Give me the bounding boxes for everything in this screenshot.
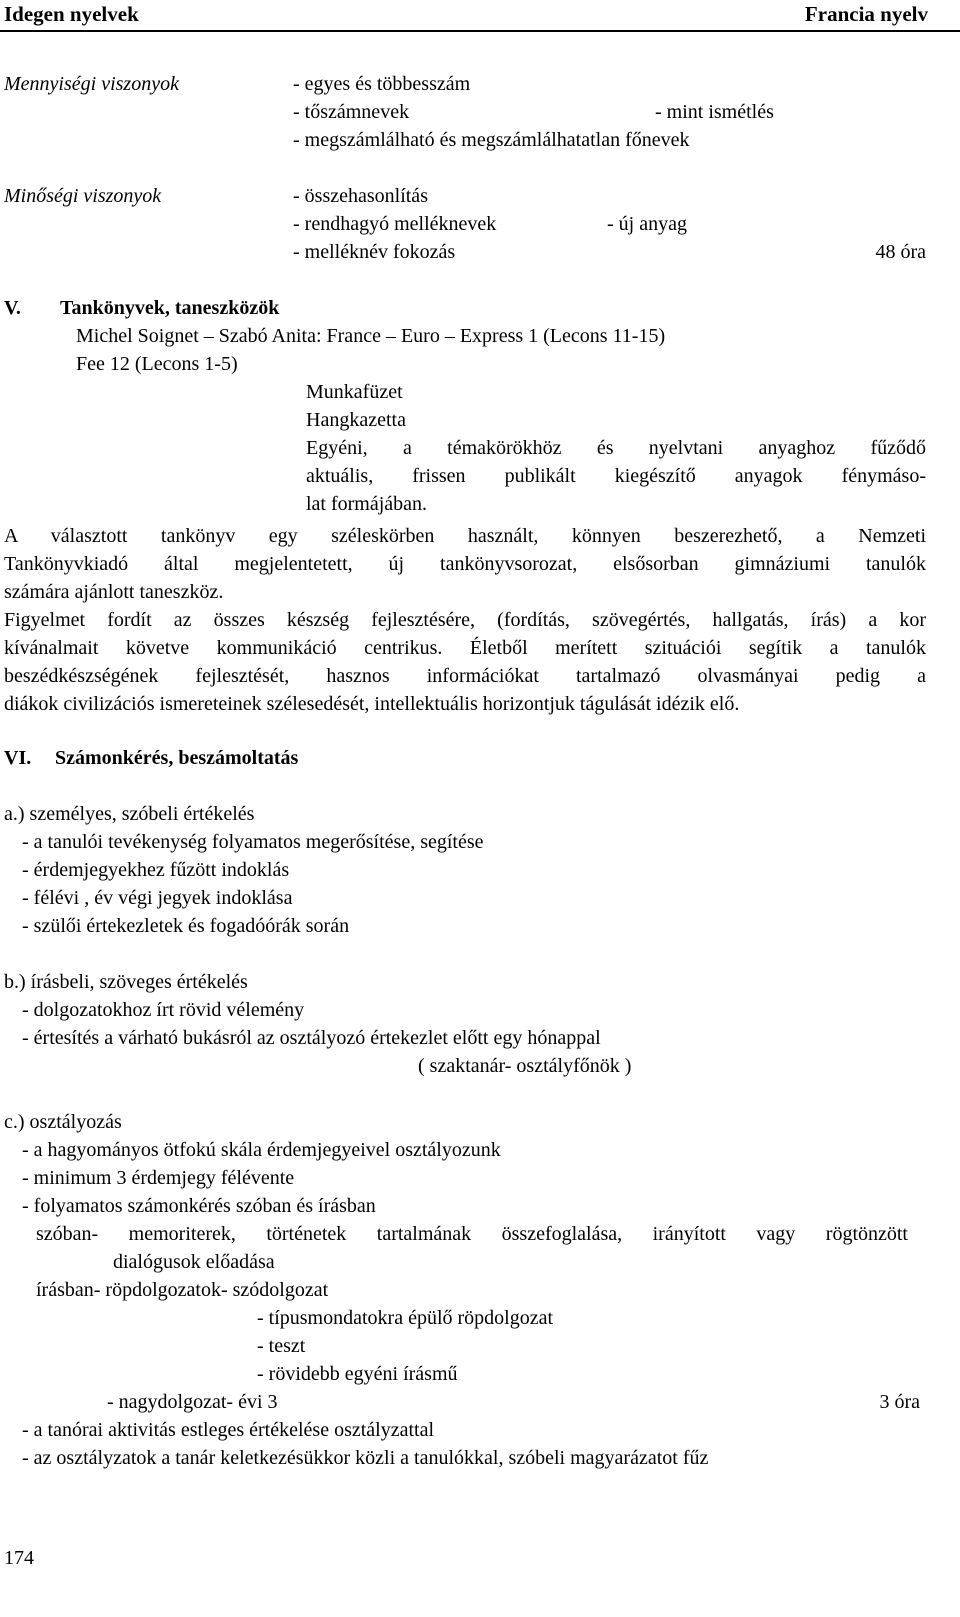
header-rule [0, 30, 960, 32]
paragraph-textbook [4, 522, 926, 606]
text-line: Figyelmet fordít az összes készség fejlesztésére, (fordítás, szövegértés, hallgatás, írás) a kor [4, 609, 926, 631]
section6-title: Számonkérés, beszámoltatás [55, 747, 299, 769]
quality-item: - összehasonlítás [293, 185, 428, 207]
material-item: Hangkazetta [306, 409, 406, 431]
oral-line [36, 1220, 908, 1248]
a-item: - szülői értekezletek és fogadóórák során [22, 915, 350, 937]
quantity-item: - egyes és többesszám [293, 73, 471, 95]
a-item: - a tanulói tevékenység folyamatos megerősítése, segítése [22, 831, 484, 853]
quality-item: - rendhagyó melléknevek [293, 213, 497, 235]
section6-number: VI. [4, 747, 32, 769]
section5-title: Tankönyvek, taneszközök [60, 297, 280, 319]
text-line: Tankönyvkiadó által megjelentetett, új tankönyvsorozat, elsősorban gimnáziumi tanulók [4, 553, 926, 575]
big-test: - nagydolgozat- évi 3 [107, 1391, 278, 1413]
quality-note: - új anyag [607, 213, 687, 235]
a-item: - félévi , év végi jegyek indoklása [22, 887, 293, 909]
written-item: - típusmondatokra épülő röpdolgozat [257, 1307, 554, 1329]
written-item: - rövidebb egyéni írásmű [257, 1363, 458, 1385]
text-line: A választott tankönyv egy széleskörben használt, könnyen beszerezhető, a Nemzeti [4, 525, 926, 547]
section5-number: V. [4, 297, 21, 319]
text-line: kívánalmait követve kommunikáció centrikus. Életből merített szituációi segítik a tanulók [4, 637, 926, 659]
a-heading: a.) személyes, szóbeli értékelés [4, 803, 255, 825]
section5-book1: Michel Soignet – Szabó Anita: France – Euro – Express 1 (Lecons 11-15) [76, 325, 666, 347]
c-heading: c.) osztályozás [4, 1111, 122, 1133]
b-note: ( szaktanár- osztályfőnök ) [418, 1055, 632, 1077]
text-line: aktuális, frissen publikált kiegészítő anyagok fénymáso- [306, 465, 926, 487]
section5-book2: Fee 12 (Lecons 1-5) [76, 353, 238, 375]
text-line: Egyéni, a témakörökhöz és nyelvtani anyaghoz fűződő [306, 437, 926, 459]
page-number: 174 [4, 1547, 34, 1569]
a-item: - érdemjegyekhez fűzött indoklás [22, 859, 290, 881]
extra-materials-text [306, 434, 926, 518]
written-item: - teszt [257, 1335, 306, 1357]
c-item: - folyamatos számonkérés szóban és írásban [22, 1195, 376, 1217]
written-line: írásban- röpdolgozatok- szódolgozat [36, 1279, 329, 1301]
text-line: számára ajánlott taneszköz. [4, 581, 224, 603]
quantity-note: - mint ismétlés [655, 101, 774, 123]
text-line: lat formájában. [306, 493, 428, 515]
text-line: diákok civilizációs ismereteinek szélesedését, intellektuális horizontjuk tágulását idézik elő. [4, 693, 740, 715]
c-item: - a hagyományos ötfokú skála érdemjegyeivel osztályozunk [22, 1139, 501, 1161]
c-item: - minimum 3 érdemjegy félévente [22, 1167, 295, 1189]
text-line: beszédkészségének fejlesztését, hasznos információkat tartalmazó olvasmányai pedig a [4, 665, 926, 687]
c-tail-item: - a tanórai aktivitás estleges értékelése osztályzattal [22, 1419, 435, 1441]
material-item: Munkafüzet [306, 381, 403, 403]
paragraph-skills [4, 606, 926, 718]
b-item: - dolgozatokhoz írt rövid vélemény [22, 999, 305, 1021]
header-right: Francia nyelv [804, 2, 928, 26]
b-item: - értesítés a várható bukásról az osztályozó értekezlet előtt egy hónappal [22, 1027, 601, 1049]
oral-cont: dialógusok előadása [113, 1251, 275, 1273]
b-heading: b.) írásbeli, szöveges értékelés [4, 971, 248, 993]
quality-label: Minőségi viszonyok [4, 185, 162, 207]
header-left: Idegen nyelvek [4, 2, 139, 26]
quantity-label: Mennyiségi viszonyok [4, 73, 179, 95]
c-tail-item: - az osztályzatok a tanár keletkezésükkor közli a tanulókkal, szóbeli magyarázatot fűz [22, 1447, 709, 1469]
quality-item: - melléknév fokozás [293, 241, 456, 263]
text-line: szóban- memoriterek, történetek tartalmának összefoglalása, irányított vagy rögtönzött [36, 1223, 908, 1245]
big-test-hours: 3 óra [879, 1391, 920, 1413]
quantity-item: - megszámlálható és megszámlálhatatlan főnevek [293, 129, 690, 151]
quality-hours: 48 óra [875, 241, 926, 263]
quantity-item: - tőszámnevek [293, 101, 410, 123]
